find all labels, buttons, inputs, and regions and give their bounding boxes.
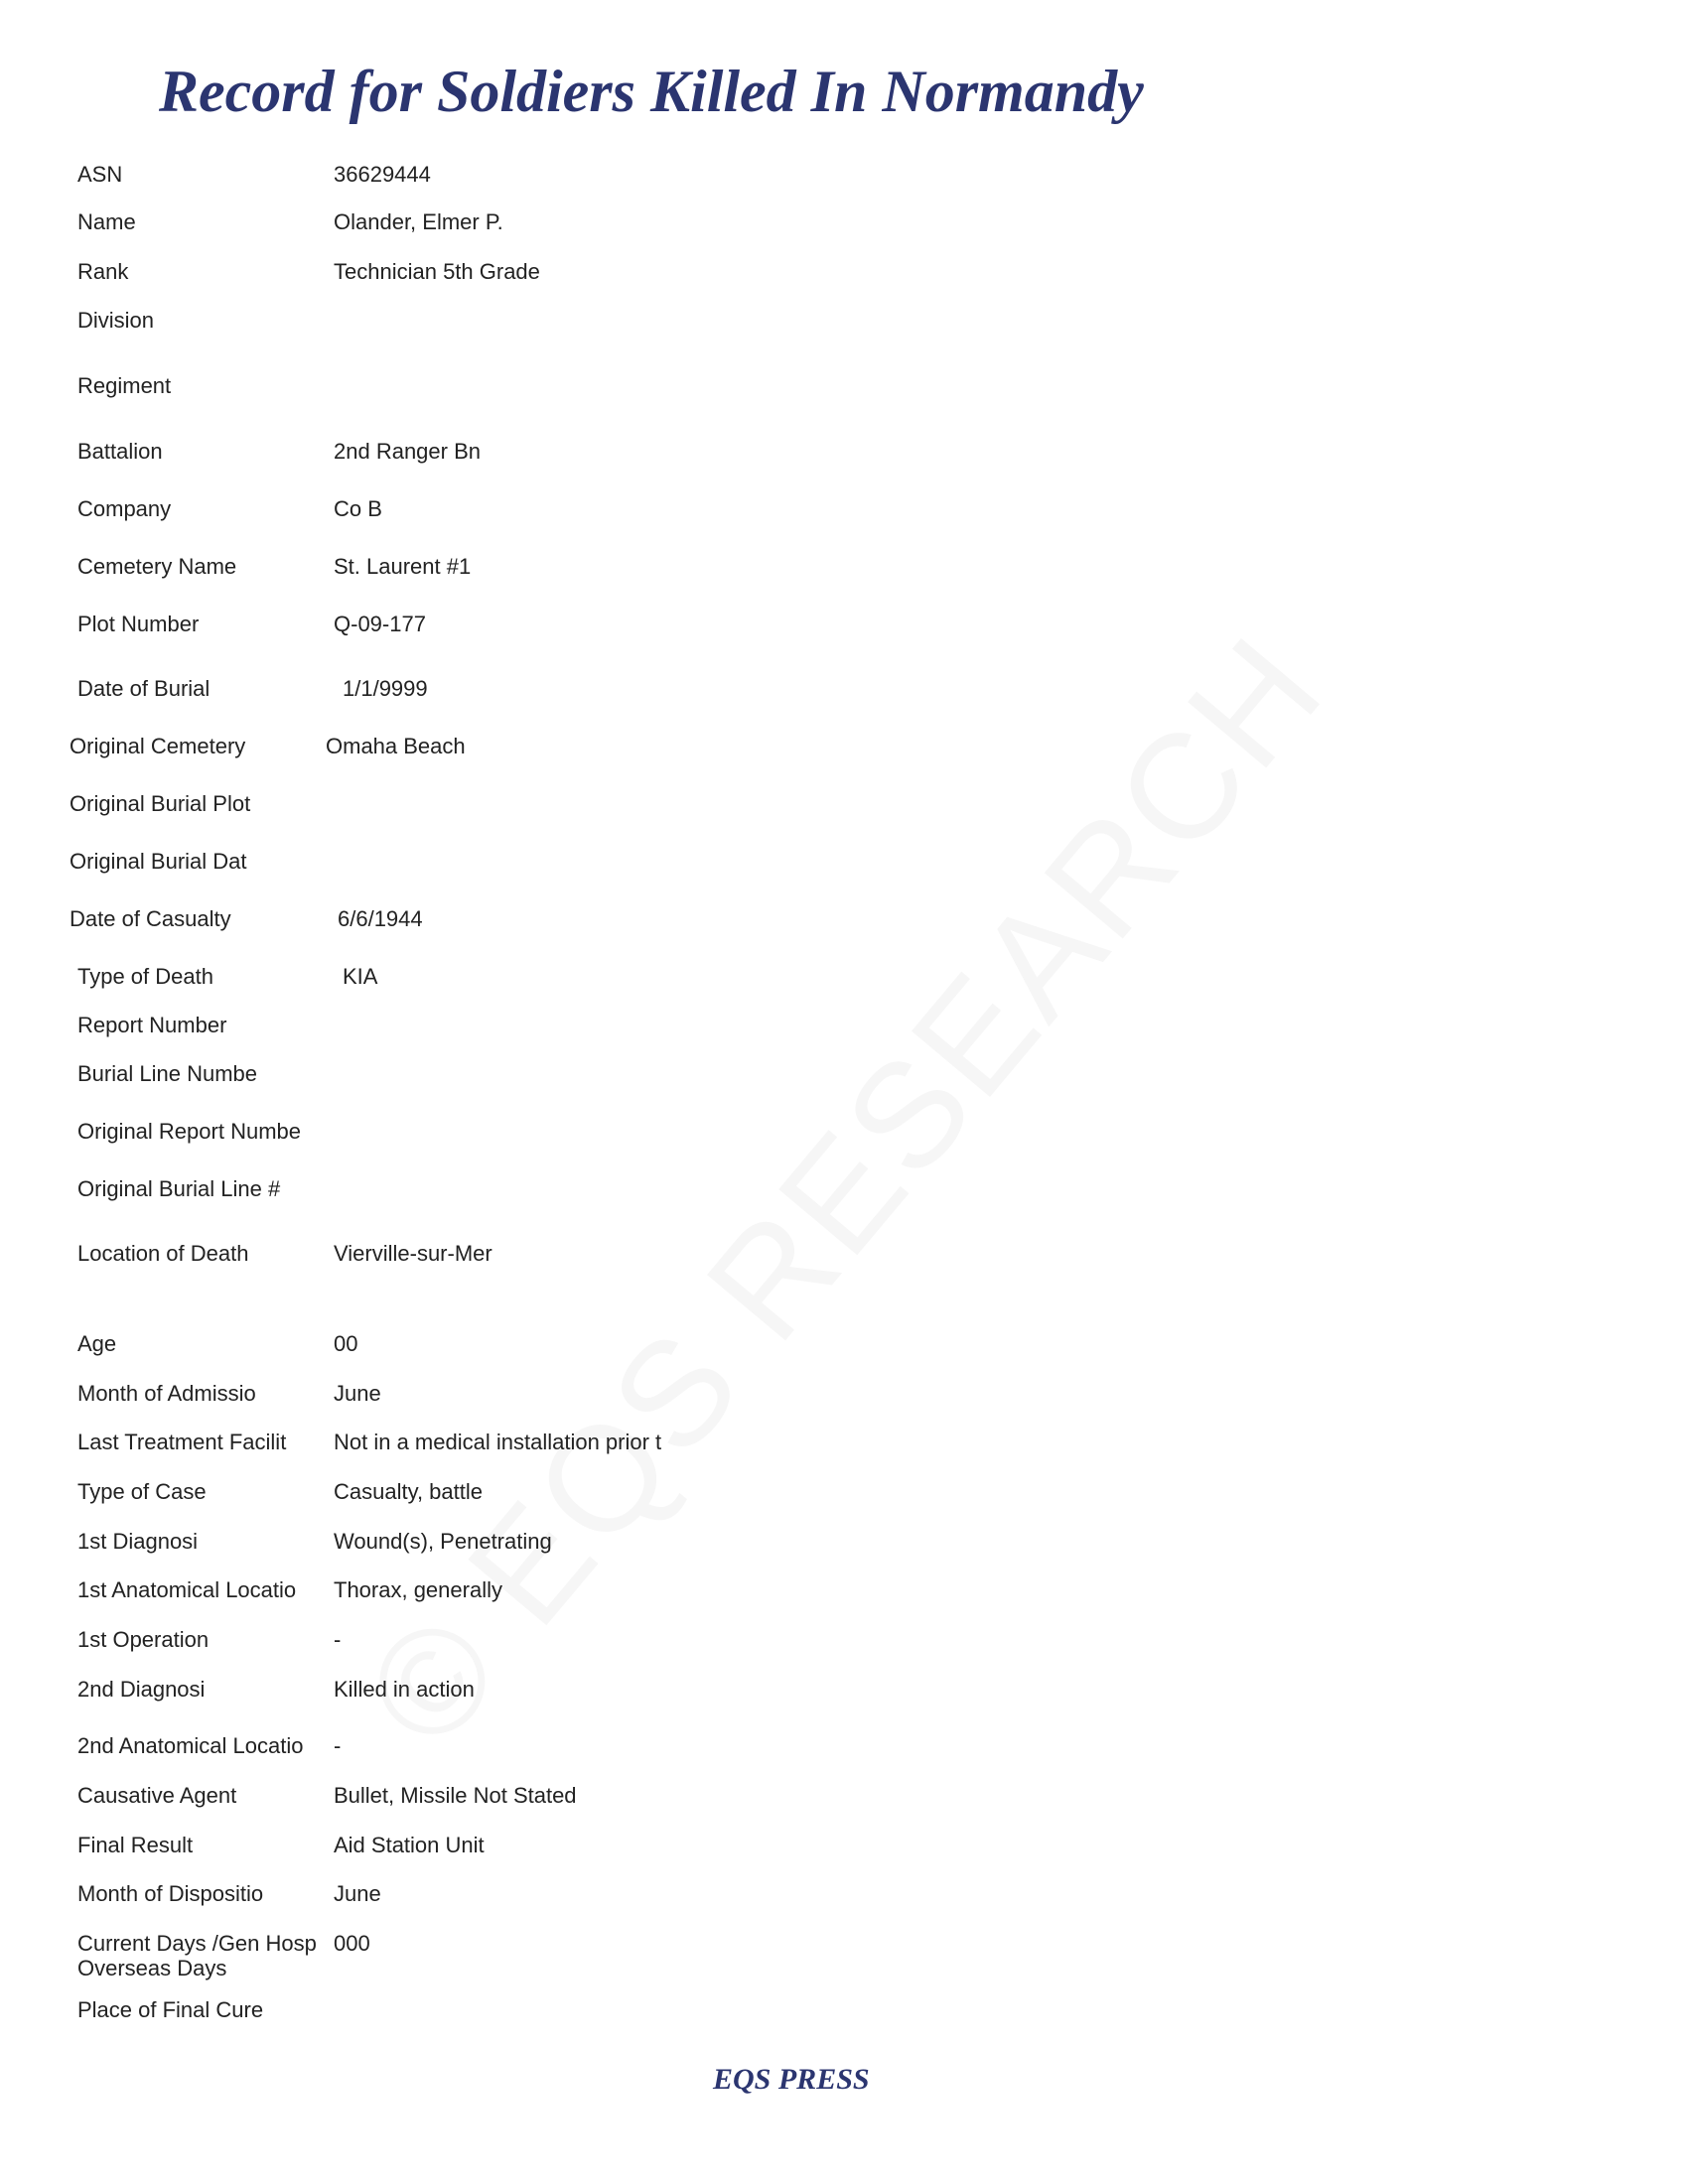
field-label: Report Number	[77, 1013, 227, 1037]
field-value: Thorax, generally	[334, 1577, 502, 1602]
field-label: Rank	[77, 259, 129, 284]
field-value: 2nd Ranger Bn	[334, 439, 481, 464]
field-value: Bullet, Missile Not Stated	[334, 1783, 577, 1808]
field-value: Q-09-177	[334, 612, 426, 636]
field-label: Current Days /Gen Hosp	[77, 1931, 317, 1956]
field-value: Wound(s), Penetrating	[334, 1529, 552, 1554]
field-value: Casualty, battle	[334, 1479, 484, 1504]
page-title: Record for Soldiers Killed In Normandy	[159, 59, 1144, 124]
field-value: June	[334, 1881, 381, 1906]
field-value: Killed in action	[334, 1677, 475, 1702]
field-label: Last Treatment Facilit	[77, 1430, 287, 1454]
field-label: Original Burial Dat	[70, 849, 247, 874]
field-label: Overseas Days	[77, 1956, 227, 1980]
field-value: Vierville-sur-Mer	[334, 1241, 492, 1266]
field-label: Original Report Numbe	[77, 1119, 301, 1144]
field-label: Battalion	[77, 439, 163, 464]
field-label: 1st Diagnosi	[77, 1529, 199, 1554]
field-label: Date of Burial	[77, 676, 211, 701]
field-label: Original Cemetery	[70, 734, 246, 758]
field-label: Cemetery Name	[77, 554, 237, 579]
field-value: 000	[334, 1931, 370, 1956]
field-label: ASN	[77, 162, 123, 187]
field-label: Plot Number	[77, 612, 200, 636]
field-value: St. Laurent #1	[334, 554, 472, 579]
field-value: -	[334, 1627, 342, 1652]
field-value: June	[334, 1381, 381, 1406]
field-label: Type of Death	[77, 964, 213, 989]
field-value: KIA	[343, 964, 378, 989]
field-value: 6/6/1944	[338, 906, 423, 931]
watermark	[332, 604, 1357, 1779]
field-label: 2nd Anatomical Locatio	[77, 1733, 304, 1758]
field-value: 00	[334, 1331, 358, 1356]
field-value: Not in a medical installation prior t	[334, 1430, 662, 1454]
field-label: 1st Anatomical Locatio	[77, 1577, 297, 1602]
field-label: 1st Operation	[77, 1627, 210, 1652]
field-label: Month of Admissio	[77, 1381, 256, 1406]
field-label: Type of Case	[77, 1479, 207, 1504]
field-label: Date of Casualty	[70, 906, 231, 931]
field-label: Final Result	[77, 1833, 194, 1857]
field-label: Original Burial Line #	[77, 1176, 281, 1201]
field-label: Name	[77, 209, 136, 234]
field-label: 2nd Diagnosi	[77, 1677, 206, 1702]
field-value: 36629444	[334, 162, 431, 187]
field-value: Aid Station Unit	[334, 1833, 485, 1857]
field-value: Technician 5th Grade	[334, 259, 540, 284]
field-label: Place of Final Cure	[77, 1997, 264, 2022]
field-label: Burial Line Numbe	[77, 1061, 257, 1086]
footer-publisher: EQS PRESS	[713, 2063, 870, 2096]
field-value: Co B	[334, 496, 382, 521]
field-label: Original Burial Plot	[70, 791, 251, 816]
field-value: 1/1/9999	[343, 676, 428, 701]
field-label: Regiment	[77, 373, 172, 398]
field-label: Division	[77, 308, 155, 333]
field-label: Causative Agent	[77, 1783, 237, 1808]
field-value: Omaha Beach	[326, 734, 466, 758]
field-label: Location of Death	[77, 1241, 249, 1266]
field-value: Olander, Elmer P.	[334, 209, 503, 234]
field-label: Age	[77, 1331, 117, 1356]
field-label: Company	[77, 496, 172, 521]
field-value: -	[334, 1733, 342, 1758]
field-label: Month of Dispositio	[77, 1881, 264, 1906]
